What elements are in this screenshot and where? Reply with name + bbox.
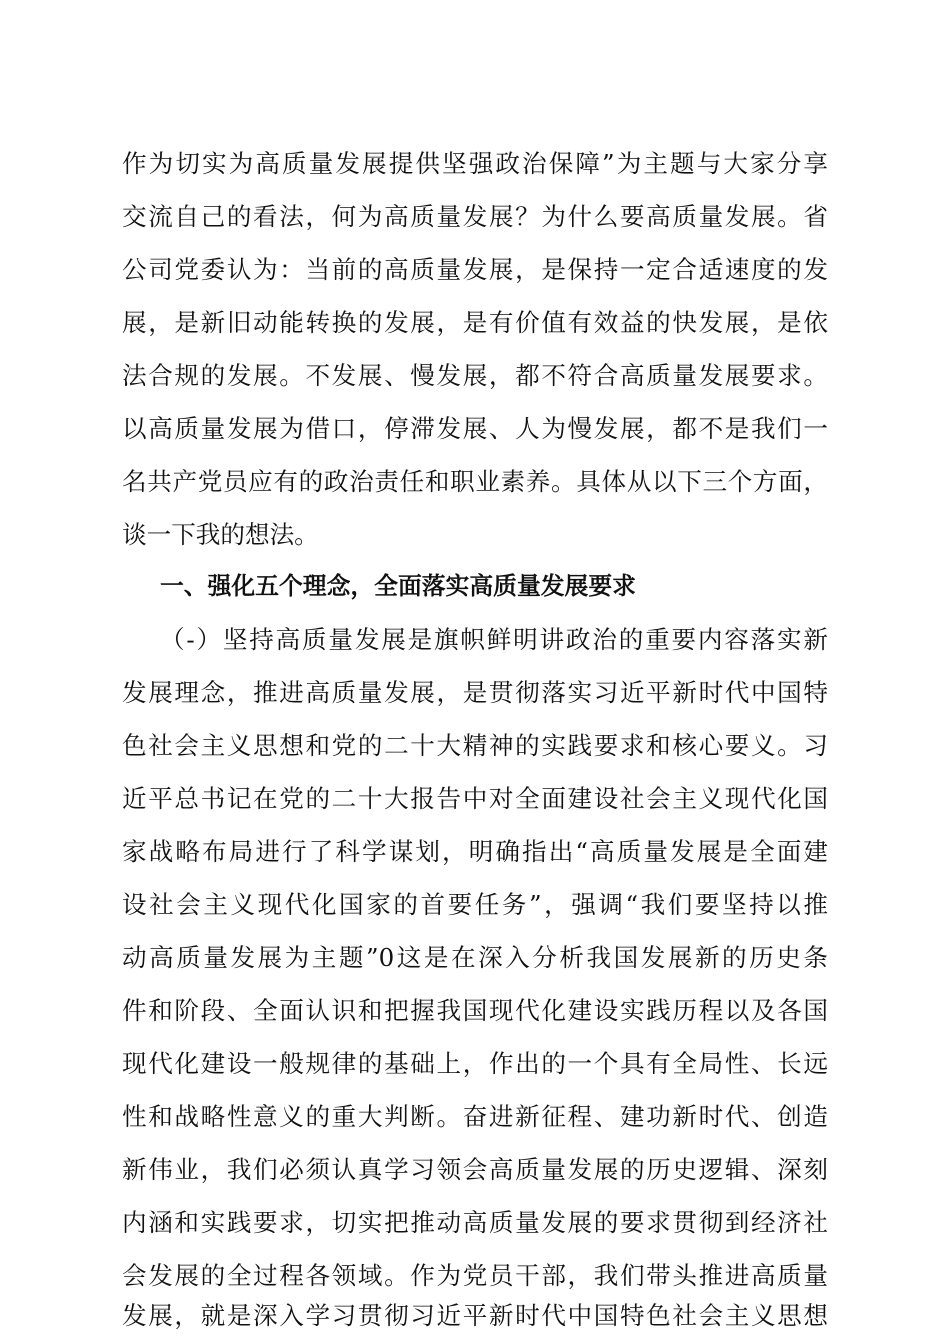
paragraph-line: 色社会主义思想和党的二十大精神的实践要求和核心要义。习: [122, 731, 828, 760]
paragraph-line: 法合规的发展。不发展、慢发展，都不符合高质量发展要求。: [122, 361, 828, 390]
paragraph-line: 家战略布局进行了科学谋划，明确指出“高质量发展是全面建: [122, 837, 828, 866]
paragraph-line: 公司党委认为：当前的高质量发展，是保持一定合适速度的发: [122, 255, 828, 284]
paragraph-line: 作为切实为高质量发展提供坚强政治保障”为主题与大家分享: [122, 149, 828, 178]
paragraph-line: 动高质量发展为主题”0这是在深入分析我国发展新的历史条: [122, 943, 828, 972]
paragraph-line: 谈一下我的想法。: [122, 520, 319, 549]
paragraph-line: 近平总书记在党的二十大报告中对全面建设社会主义现代化国: [122, 784, 828, 813]
paragraph-line: 名共产党员应有的政治责任和职业素养。具体从以下三个方面，: [122, 467, 828, 496]
paragraph-line: 新伟业，我们必须认真学习领会高质量发展的历史逻辑、深刻: [122, 1155, 828, 1184]
paragraph-line: （-）坚持高质量发展是旗帜鲜明讲政治的重要内容落实新: [160, 625, 828, 654]
paragraph-line: 交流自己的看法，何为高质量发展？为什么要高质量发展。省: [122, 202, 828, 231]
paragraph-line: 展，是新旧动能转换的发展，是有价值有效益的快发展，是依: [122, 308, 828, 337]
section-heading: 一、强化五个理念，全面落实高质量发展要求: [160, 572, 636, 600]
paragraph-line: 以高质量发展为借口，停滞发展、人为慢发展，都不是我们一: [122, 414, 828, 443]
paragraph-line: 发展理念，推进高质量发展，是贯彻落实习近平新时代中国特: [122, 678, 828, 707]
paragraph-line: 现代化建设一般规律的基础上，作出的一个具有全局性、长远: [122, 1049, 828, 1078]
paragraph-line: 发展，就是深入学习贯彻习近平新时代中国特色社会主义思想: [122, 1301, 828, 1330]
paragraph-line: 内涵和实践要求，切实把推动高质量发展的要求贯彻到经济社: [122, 1208, 828, 1237]
paragraph-line: 性和战略性意义的重大判断。奋进新征程、建功新时代、创造: [122, 1102, 828, 1131]
paragraph-line: 设社会主义现代化国家的首要任务”，强调“我们要坚持以推: [122, 890, 828, 919]
paragraph-line: 件和阶段、全面认识和把握我国现代化建设实践历程以及各国: [122, 996, 828, 1025]
paragraph-line: 会发展的全过程各领域。作为党员干部，我们带头推进高质量: [122, 1261, 828, 1290]
